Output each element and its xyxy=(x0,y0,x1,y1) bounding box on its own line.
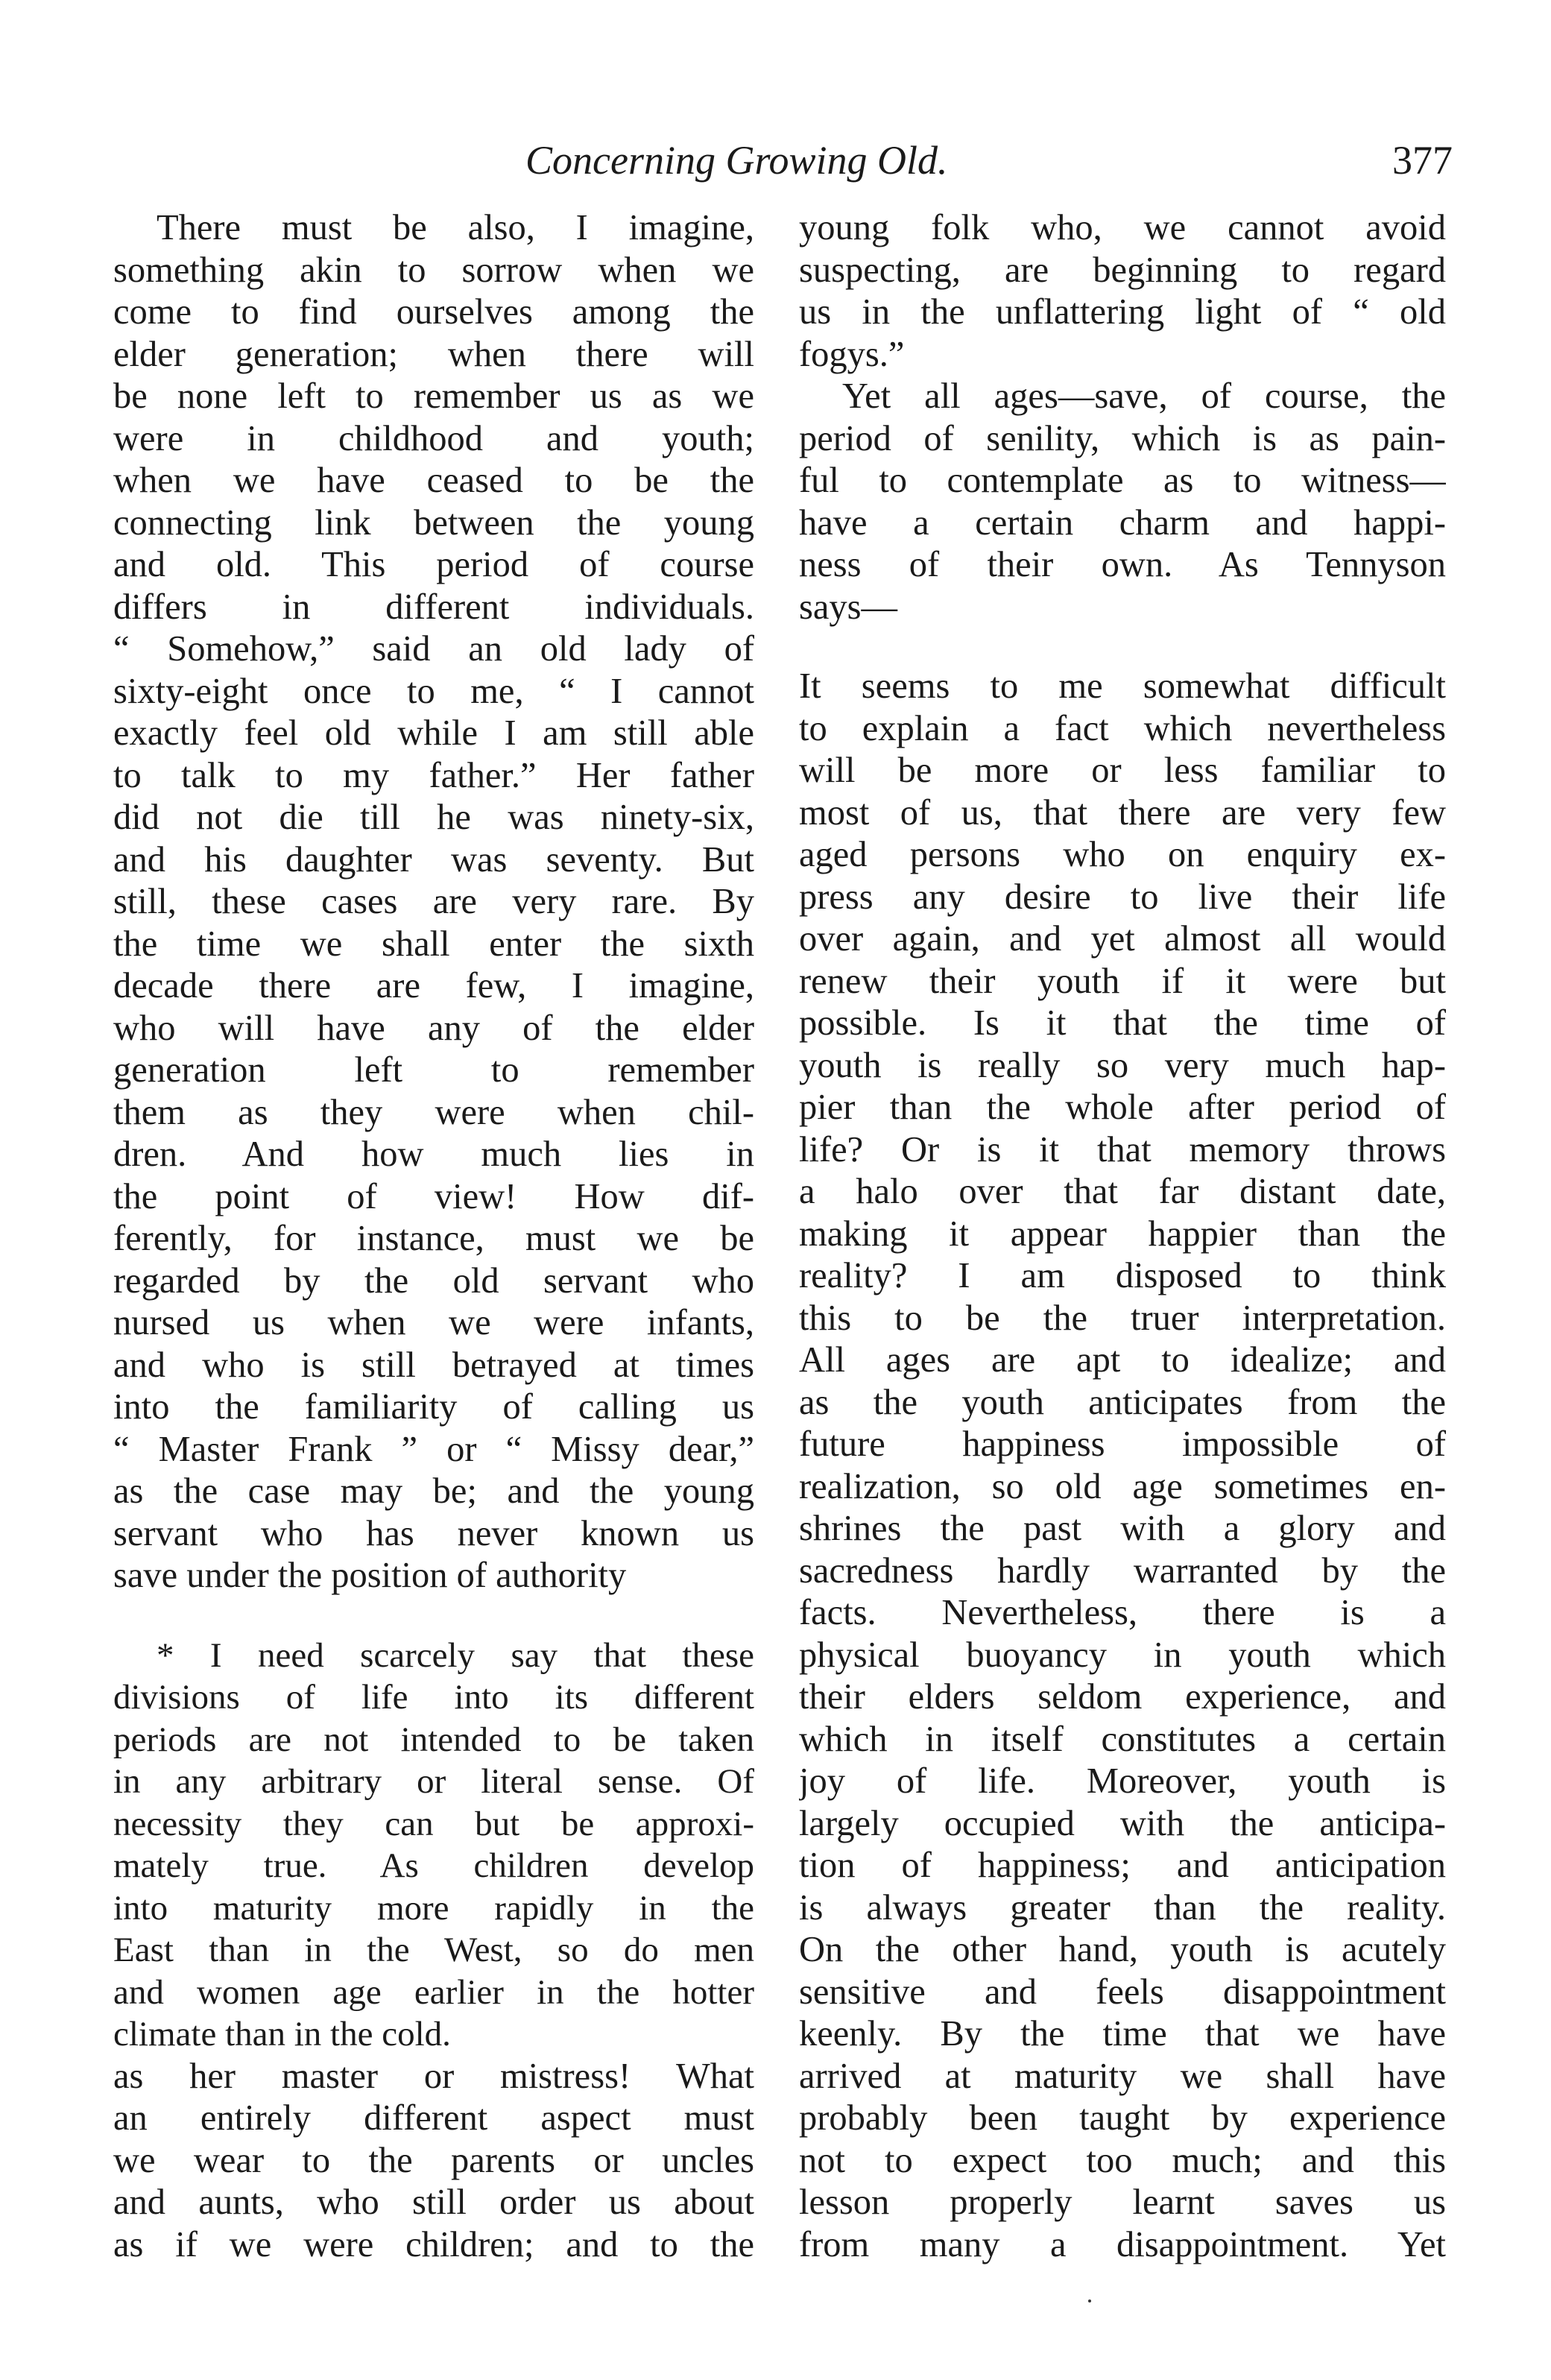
text-line: who will have any of the elder xyxy=(113,1008,754,1048)
text-line: their elders seldom experience, and xyxy=(799,1677,1446,1717)
text-line: “ Master Frank ” or “ Missy dear,” xyxy=(113,1429,754,1469)
text-line: tion of happiness; and anticipation xyxy=(799,1846,1446,1885)
text-line: this to be the truer interpretation. xyxy=(799,1298,1446,1338)
text-line: differs in different individuals. xyxy=(113,587,754,627)
text-line: joy of life. Moreover, youth is xyxy=(799,1761,1446,1801)
text-line: ness of their own. As Tennyson xyxy=(799,545,1446,584)
text-line: ferently, for instance, must we be xyxy=(113,1219,754,1258)
text-line: elder generation; when there will xyxy=(113,334,754,374)
text-line: the time we shall enter the sixth xyxy=(113,924,754,964)
left-paragraph-1 xyxy=(113,207,754,1597)
text-line: “ Somehow,” said an old lady of xyxy=(113,629,754,669)
running-head xyxy=(0,134,1551,186)
text-line: arrived at maturity we shall have xyxy=(799,2056,1446,2096)
text-line: East than in the West, so do men xyxy=(113,1931,754,1969)
print-speck xyxy=(1088,2299,1091,2302)
text-line: dren. And how much lies in xyxy=(113,1134,754,1174)
text-line: sixty-eight once to me, “ I cannot xyxy=(113,671,754,711)
text-line: It seems to me somewhat difficult xyxy=(799,666,1446,706)
text-line: sacredness hardly warranted by the xyxy=(799,1550,1446,1591)
text-line: them as they were when chil- xyxy=(113,1092,754,1132)
text-line: mately true. As children develop xyxy=(113,1846,754,1885)
text-line: when we have ceased to be the xyxy=(113,461,754,500)
text-line: press any desire to live their life xyxy=(799,877,1446,917)
text-line: making it appear happier than the xyxy=(799,1213,1446,1254)
running-title: Concerning Growing Old. xyxy=(525,138,948,183)
text-line: fogys.” xyxy=(799,334,905,374)
text-line: life? Or is it that memory throws xyxy=(799,1129,1446,1170)
text-line: aged persons who on enquiry ex- xyxy=(799,835,1446,874)
footnote xyxy=(113,1635,754,2056)
text-line: we wear to the parents or uncles xyxy=(113,2140,754,2180)
text-line: servant who has never known us xyxy=(113,1513,754,1553)
text-line: period of senility, which is as pain- xyxy=(799,418,1446,458)
text-line: which in itself constitutes a certain xyxy=(799,1719,1446,1759)
text-line: in any arbitrary or literal sense. Of xyxy=(113,1762,754,1801)
left-column xyxy=(113,207,754,2266)
text-line: young folk who, we cannot avoid xyxy=(799,208,1446,247)
text-line: come to find ourselves among the xyxy=(113,292,754,332)
text-line: over again, and yet almost all would xyxy=(799,919,1446,959)
text-line: and aunts, who still order us about xyxy=(113,2182,754,2222)
text-line: to explain a fact which nevertheless xyxy=(799,708,1446,748)
text-line: exactly feel old while I am still able xyxy=(113,713,754,753)
text-line: future happiness impossible of xyxy=(799,1424,1446,1464)
text-line: as the case may be; and the young xyxy=(113,1471,754,1511)
text-line: shrines the past with a glory and xyxy=(799,1509,1446,1548)
text-line: a halo over that far distant date, xyxy=(799,1172,1446,1211)
right-paragraph-2 xyxy=(799,376,1446,628)
text-line: nursed us when we were infants, xyxy=(113,1303,754,1342)
text-line: be none left to remember us as we xyxy=(113,376,754,416)
text-line: There must be also, I imagine, xyxy=(157,208,754,247)
spacer xyxy=(113,1597,754,1635)
text-line: All ages are apt to idealize; and xyxy=(799,1340,1446,1380)
text-line: the point of view! How dif- xyxy=(113,1176,754,1216)
text-line: regarded by the old servant who xyxy=(113,1260,754,1301)
text-line: from many a disappointment. Yet xyxy=(799,2224,1446,2264)
text-line: facts. Nevertheless, there is a xyxy=(799,1593,1446,1632)
text-line: is always greater than the reality. xyxy=(799,1887,1446,1928)
text-line: * I need scarcely say that these xyxy=(157,1635,754,1675)
text-line: as if we were children; and to the xyxy=(113,2224,754,2264)
right-paragraph-1 xyxy=(799,207,1446,376)
text-line: and women age earlier in the hotter xyxy=(113,1972,754,2012)
text-line: most of us, that there are very few xyxy=(799,792,1446,833)
text-line: save under the position of authority xyxy=(113,1556,627,1595)
left-paragraph-2 xyxy=(113,2056,754,2267)
text-line: climate than in the cold. xyxy=(113,2015,451,2054)
text-line: into maturity more rapidly in the xyxy=(113,1888,754,1928)
text-line: On the other hand, youth is acutely xyxy=(799,1930,1446,1969)
text-line: an entirely different aspect must xyxy=(113,2098,754,2138)
text-line: connecting link between the young xyxy=(113,502,754,543)
text-line: pier than the whole after period of xyxy=(799,1088,1446,1127)
text-line: lesson properly learnt saves us xyxy=(799,2182,1446,2222)
text-line: possible. Is it that the time of xyxy=(799,1003,1446,1043)
text-line: probably been taught by experience xyxy=(799,2098,1446,2138)
right-paragraph-3 xyxy=(799,666,1446,2266)
text-line: necessity they can but be approxi- xyxy=(113,1804,754,1843)
text-line: keenly. By the time that we have xyxy=(799,2014,1446,2054)
text-line: generation left to remember xyxy=(113,1050,754,1090)
text-line: have a certain charm and happi- xyxy=(799,502,1446,543)
text-line: not to expect too much; and this xyxy=(799,2140,1446,2180)
text-line: realization, so old age sometimes en- xyxy=(799,1466,1446,1506)
text-line: and who is still betrayed at times xyxy=(113,1345,754,1385)
text-line: ful to contemplate as to witness— xyxy=(799,461,1446,500)
text-line: Yet all ages—save, of course, the xyxy=(842,376,1446,416)
text-line: us in the unflattering light of “ old xyxy=(799,292,1446,332)
text-line: physical buoyancy in youth which xyxy=(799,1635,1446,1675)
quote-spacer xyxy=(799,628,1446,666)
text-line: as the youth anticipates from the xyxy=(799,1382,1446,1422)
text-line: did not die till he was ninety-six, xyxy=(113,798,754,837)
text-line: and old. This period of course xyxy=(113,545,754,584)
text-line: reality? I am disposed to think xyxy=(799,1256,1446,1295)
text-line: to talk to my father.” Her father xyxy=(113,755,754,795)
page-number: 377 xyxy=(1392,138,1453,183)
text-line: youth is really so very much hap- xyxy=(799,1045,1446,1085)
text-line: suspecting, are beginning to regard xyxy=(799,250,1446,290)
text-line: something akin to sorrow when we xyxy=(113,250,754,290)
text-line: renew their youth if it were but xyxy=(799,961,1446,1001)
text-line: sensitive and feels disappointment xyxy=(799,1972,1446,2012)
text-line: says— xyxy=(799,587,898,627)
text-line: will be more or less familiar to xyxy=(799,751,1446,790)
text-line: and his daughter was seventy. But xyxy=(113,839,754,880)
text-line: divisions of life into its different xyxy=(113,1678,754,1717)
text-line: largely occupied with the anticipa- xyxy=(799,1803,1446,1843)
right-column xyxy=(799,207,1446,2266)
text-line: decade there are few, I imagine, xyxy=(113,966,754,1006)
text-line: were in childhood and youth; xyxy=(113,418,754,458)
text-line: still, these cases are very rare. By xyxy=(113,882,754,921)
text-line: as her master or mistress! What xyxy=(113,2056,754,2096)
text-line: into the familiarity of calling us xyxy=(113,1387,754,1427)
text-line: periods are not intended to be taken xyxy=(113,1720,754,1759)
